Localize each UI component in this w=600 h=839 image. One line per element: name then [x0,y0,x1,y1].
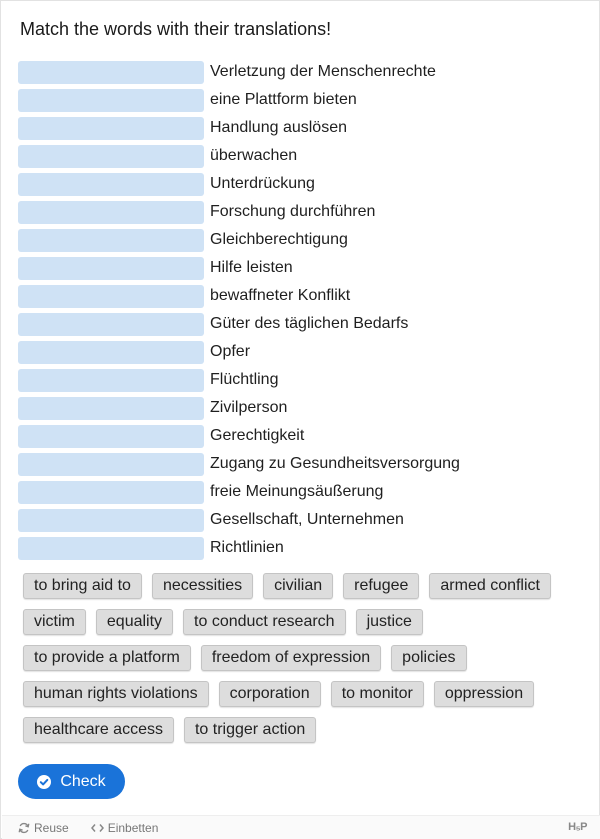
dropzone[interactable] [18,537,204,560]
row-label: Gerechtigkeit [210,427,305,444]
check-button-label: Check [60,772,106,790]
row-label: Güter des täglichen Bedarfs [210,315,409,332]
word-bank-line [23,681,583,707]
draggable-word[interactable]: equality [96,609,173,635]
match-row [18,254,578,282]
dropzone[interactable] [18,397,204,420]
draggable-word[interactable]: justice [356,609,423,635]
match-row [18,86,578,114]
draggable-word[interactable]: healthcare access [23,717,174,743]
match-row [18,226,578,254]
match-row [18,282,578,310]
row-label: Forschung durchführen [210,203,376,220]
dropzone[interactable] [18,201,204,224]
dropzone[interactable] [18,117,204,140]
match-row [18,170,578,198]
row-label: Unterdrückung [210,175,315,192]
row-label: Gesellschaft, Unternehmen [210,511,404,528]
word-bank [23,573,583,753]
dropzone[interactable] [18,61,204,84]
match-row [18,422,578,450]
dropzone[interactable] [18,369,204,392]
dropzone[interactable] [18,173,204,196]
task-title: Match the words with their translations! [20,19,332,39]
row-label: freie Meinungsäußerung [210,483,384,500]
dropzone[interactable] [18,425,204,448]
dropzone[interactable] [18,509,204,532]
draggable-word[interactable]: civilian [263,573,333,599]
check-button[interactable] [18,764,125,799]
match-row [18,366,578,394]
match-row [18,310,578,338]
row-label: Verletzung der Menschenrechte [210,63,436,80]
row-label: Gleichberechtigung [210,231,348,248]
row-label: eine Plattform bieten [210,91,357,108]
match-row [18,198,578,226]
row-label: Opfer [210,343,251,360]
dropzone[interactable] [18,229,204,252]
word-bank-line [23,645,583,671]
dropzone[interactable] [18,481,204,504]
match-row [18,450,578,478]
row-label: Richtlinien [210,539,284,556]
match-rows [18,58,578,562]
word-bank-line [23,573,583,599]
word-bank-line [23,609,583,635]
match-row [18,478,578,506]
reuse-link[interactable] [18,821,69,835]
row-label: bewaffneter Konflikt [210,287,351,304]
draggable-word[interactable]: corporation [219,681,321,707]
row-label: überwachen [210,147,298,164]
dropzone[interactable] [18,285,204,308]
row-label: Hilfe leisten [210,259,293,276]
draggable-word[interactable]: to bring aid to [23,573,142,599]
match-row [18,58,578,86]
embed-label: Einbetten [107,820,159,835]
dropzone[interactable] [18,145,204,168]
reuse-label: Reuse [34,820,69,835]
reuse-icon [18,822,30,834]
word-bank-line [23,717,583,743]
match-row [18,394,578,422]
draggable-word[interactable]: armed conflict [429,573,551,599]
row-label: Zivilperson [210,399,288,416]
draggable-word[interactable]: to monitor [331,681,424,707]
dropzone[interactable] [18,257,204,280]
match-row [18,114,578,142]
draggable-word[interactable]: refugee [343,573,419,599]
row-label: Handlung auslösen [210,119,347,136]
embed-link[interactable] [91,821,159,835]
dropzone[interactable] [18,89,204,112]
h5p-logo[interactable]: H₅P [568,821,587,833]
draggable-word[interactable]: to provide a platform [23,645,191,671]
dropzone[interactable] [18,453,204,476]
draggable-word[interactable]: freedom of expression [201,645,381,671]
match-row [18,534,578,562]
draggable-word[interactable]: policies [391,645,466,671]
check-circle-icon [37,775,51,789]
match-row [18,338,578,366]
draggable-word[interactable]: to trigger action [184,717,316,743]
draggable-word[interactable]: human rights violations [23,681,209,707]
draggable-word[interactable]: victim [23,609,86,635]
dropzone[interactable] [18,313,204,336]
draggable-word[interactable]: oppression [434,681,534,707]
code-icon [91,823,104,833]
row-label: Flüchtling [210,371,279,388]
match-row [18,142,578,170]
footer-bar [2,815,600,839]
match-row [18,506,578,534]
dropzone[interactable] [18,341,204,364]
draggable-word[interactable]: to conduct research [183,609,346,635]
draggable-word[interactable]: necessities [152,573,253,599]
row-label: Zugang zu Gesundheitsversorgung [210,455,460,472]
